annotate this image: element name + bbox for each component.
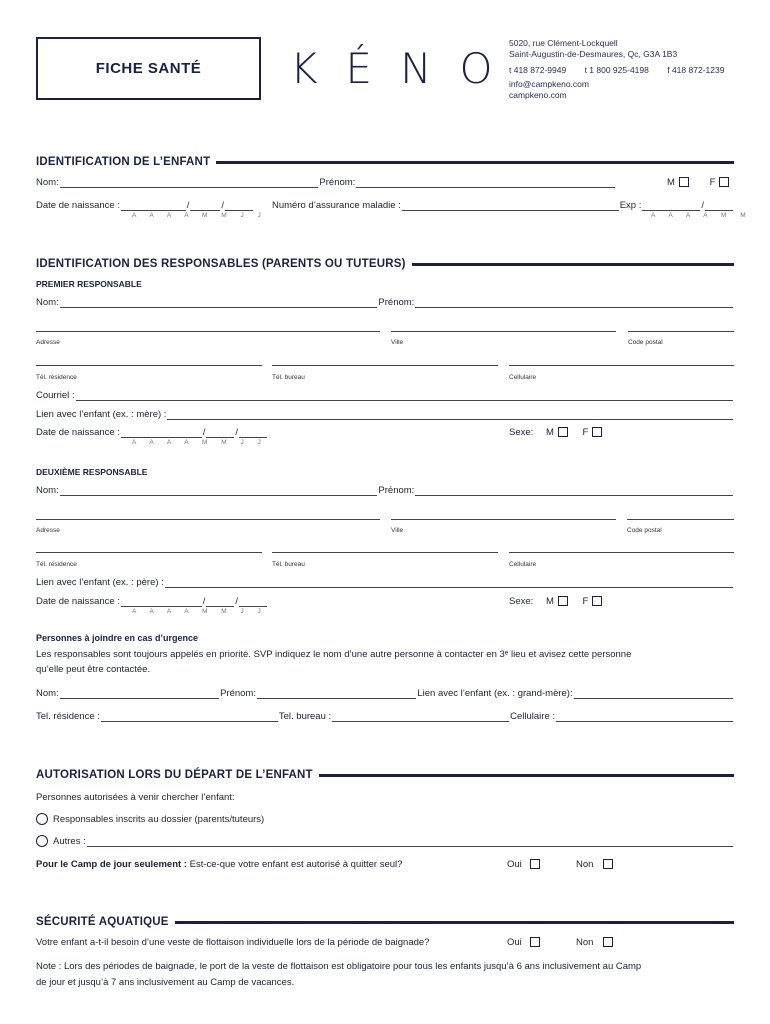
parent2-dob-row: Date de naissance : / / [36,596,268,607]
emergency-name-row [36,688,734,699]
child-insurance-row: Numéro d’assurance maladie : Exp : / [272,200,734,211]
emergency-relation-field[interactable] [574,689,733,699]
parent1-tel-bur-field[interactable] [272,365,498,366]
insurance-exp-month-field[interactable] [705,201,733,211]
parent2-dob-year-field[interactable] [121,597,202,607]
departure-option-parents [36,812,264,827]
emergency-phone-row [36,711,734,722]
label-exp: Exp : [619,200,642,211]
website-text: campkeno.com [509,90,567,100]
life-vest-note [36,959,736,991]
child-sex-options [667,177,729,188]
parent1-address-field[interactable] [36,331,380,332]
fax-number: f 418 872-1239 [667,65,725,75]
email-text: info@campkeno.com [509,79,589,89]
parent2-nom-field[interactable] [60,486,378,496]
note-line-1: Note : Lors des périodes de baignade, le port de la veste de flottaison est obligatoire pour tous les enfants jusqu’à 6 ans inclusivement au Camp [36,961,642,972]
parent1-email-row [36,390,734,401]
child-dob-row: Date de naissance : / / [36,200,254,211]
child-prenom-field[interactable] [356,178,615,188]
life-vest-non-checkbox[interactable] [603,937,613,947]
parent1-dob-row: Date de naissance : / / [36,427,268,438]
section-water-safety [36,916,734,928]
emergency-prenom-field[interactable] [257,689,416,699]
parent2-tel-res-field[interactable] [36,552,262,553]
section-rule [216,161,734,164]
label-lien: Lien avec l’enfant (ex. : mère) : [36,409,167,420]
note-line-2: de jour et jusqu’à 7 ans inclusivement au Camp de vacances. [36,977,295,988]
label-dob: Date de naissance : [36,200,120,211]
label-prenom: Prénom: [378,485,415,496]
parent1-cell-field[interactable] [509,365,734,366]
departure-option-others [36,835,734,847]
label-f: F [709,177,716,188]
parent1-prenom-field[interactable] [415,298,733,308]
label-tel-bureau: Tel. bureau : [278,711,332,722]
section-rule [175,921,734,924]
emergency-tel-bur-field[interactable] [332,712,509,722]
parent2-address-field[interactable] [36,519,380,520]
parent1-relation-row [36,409,734,420]
label-nom: Nom: [36,688,59,699]
emergency-nom-field[interactable] [60,689,219,699]
address-line-1: 5020, rue Clément-Lockquell [509,38,618,48]
child-dob-year-field[interactable] [121,201,186,211]
form-title: FICHE SANTÉ [36,37,261,100]
life-vest-oui [507,935,540,950]
child-name-row [36,177,616,188]
label-adresse: Adresse [36,339,60,346]
parent1-dob-day-field[interactable] [239,428,267,438]
label-tel-residence: Tel. résidence : [36,711,100,722]
first-parent-heading: PREMIER RESPONSABLE [36,279,142,289]
leave-alone-non [576,857,613,872]
parent1-city-field[interactable] [391,331,616,332]
leave-alone-non-checkbox[interactable] [603,859,613,869]
parent1-dob-year-field[interactable] [121,428,202,438]
parent1-relation-field[interactable] [167,410,733,420]
parent2-sex-f-checkbox[interactable] [592,596,602,606]
label-nom: Nom: [36,177,59,188]
label-cellulaire: Cellulaire : [510,711,556,722]
section-title: IDENTIFICATION DES RESPONSABLES (PARENTS OU TUTEURS) [36,258,406,270]
parent2-dob-hint: A A A A M M J J [132,608,267,615]
parent1-tel-res-field[interactable] [36,365,262,366]
label-non: Non [576,937,594,948]
parent2-postal-field[interactable] [627,519,734,520]
life-vest-question: Votre enfant a-t-il besoin d’une veste de flottaison individuelle lors de la période de baignade? [36,937,430,948]
phone-row [509,65,740,76]
others-radio[interactable] [36,835,48,847]
section-parents-identification [36,258,734,270]
toll-free-number: t 1 800 925-4198 [584,65,649,75]
label-code-postal: Code postal [627,527,662,534]
option-label: Responsables inscrits au dossier (parents/tuteurs) [53,814,265,825]
parent2-sex-m-checkbox[interactable] [558,596,568,606]
label-f: F [582,427,589,438]
label-oui: Oui [507,937,522,948]
parent1-sex-options [509,427,602,438]
option-label: Autres : [53,836,86,847]
label-lien: Lien avec l’enfant (ex. : père) : [36,577,164,588]
parent2-cell-field[interactable] [509,552,734,553]
section-rule [412,263,734,266]
label-lien: Lien avec l’enfant (ex. : grand-mère): [417,688,573,699]
life-vest-oui-checkbox[interactable] [530,937,540,947]
others-field[interactable] [87,837,733,847]
parent1-email-field[interactable] [76,391,733,401]
parent2-prenom-field[interactable] [415,486,733,496]
label-code-postal: Code postal [628,339,663,346]
label-tel-bureau: Tél. bureau [272,561,305,568]
label-ville: Ville [391,339,404,346]
label-tel-bureau: Tél. bureau [272,374,305,381]
emergency-heading: Personnes à joindre en cas d’urgence [36,633,199,643]
label-cellulaire: Cellulaire [509,561,537,568]
insurance-number-field[interactable] [402,201,619,211]
parents-radio[interactable] [36,813,48,825]
section-child-identification [36,156,734,168]
emergency-instructions [36,647,736,677]
parent2-name-row [36,485,734,496]
label-sexe: Sexe: [509,596,534,607]
phone-number: t 418 872-9949 [509,65,567,75]
question-bold: Pour le Camp de jour seulement : [36,859,187,870]
child-dob-day-field[interactable] [225,201,253,211]
label-dob: Date de naissance : [36,596,120,607]
leave-alone-oui-checkbox[interactable] [530,859,540,869]
leave-alone-question [36,857,402,872]
label-sexe: Sexe: [509,427,534,438]
parent2-relation-field[interactable] [165,578,733,588]
label-m: M [545,596,554,607]
child-dob-month-field[interactable] [190,201,220,211]
label-prenom: Prénom: [319,177,356,188]
label-tel-residence: Tél. résidence [36,561,77,568]
parent1-dob-hint: A A A A M M J J [132,439,267,446]
label-adresse: Adresse [36,527,60,534]
label-assurance: Numéro d’assurance maladie : [272,200,401,211]
parent1-name-row [36,297,734,308]
label-non: Non [576,859,594,870]
parent1-sex-f-checkbox[interactable] [592,427,602,437]
label-courriel: Courriel : [36,390,75,401]
parent1-sex-m-checkbox[interactable] [558,427,568,437]
parent2-city-field[interactable] [391,519,616,520]
child-dob-hint: A A A A M M J J [132,212,267,219]
exp-hint: A A A A M M [651,212,752,219]
child-nom-field[interactable] [60,178,319,188]
parent2-sex-options [509,596,602,607]
label-prenom: Prénom: [220,688,256,699]
section-title: SÉCURITÉ AQUATIQUE [36,916,169,928]
section-title: AUTORISATION LORS DU DÉPART DE L’ENFANT [36,769,313,781]
leave-alone-oui [507,857,540,872]
contact-block [509,38,740,101]
parent2-dob-day-field[interactable] [239,597,267,607]
keno-logo: KÉNO [290,44,521,93]
parent2-tel-bur-field[interactable] [272,552,498,553]
label-f: F [582,596,589,607]
parent1-dob-month-field[interactable] [206,428,234,438]
section-departure-authorization [36,769,734,781]
emergency-text-line-2: qu’elle peut être contactée. [36,664,151,675]
label-tel-residence: Tél. résidence [36,374,77,381]
section-title: IDENTIFICATION DE L’ENFANT [36,156,211,168]
label-nom: Nom: [36,485,59,496]
label-m: M [667,177,675,188]
second-parent-heading: DEUXIÈME RESPONSABLE [36,467,148,477]
label-ville: Ville [391,527,404,534]
parent1-postal-field[interactable] [628,331,734,332]
address-line-2: Saint-Augustin-de-Desmaures, Qc, G3A 1B3 [509,49,678,59]
emergency-tel-res-field[interactable] [101,712,278,722]
label-m: M [545,427,554,438]
emergency-text-line-1: Les responsables sont toujours appelés en priorité. SVP indiquez le nom d’une autre personne à contacter en 3ᵉ lieu et avisez cette personne [36,649,632,660]
label-prenom: Prénom: [378,297,415,308]
emergency-cell-field[interactable] [556,712,733,722]
child-sex-m-checkbox[interactable] [679,177,689,187]
parent2-relation-row [36,577,734,588]
section-rule [319,774,734,777]
parent2-dob-month-field[interactable] [206,597,234,607]
life-vest-non [576,935,613,950]
label-nom: Nom: [36,297,59,308]
child-sex-f-checkbox[interactable] [719,177,729,187]
question-text: Est-ce-que votre enfant est autorisé à quitter seul? [186,859,403,870]
departure-intro: Personnes autorisées à venir chercher l’enfant: [36,792,235,803]
parent1-nom-field[interactable] [60,298,378,308]
insurance-exp-year-field[interactable] [642,201,700,211]
label-cellulaire: Cellulaire [509,374,537,381]
label-oui: Oui [507,859,522,870]
label-dob: Date de naissance : [36,427,120,438]
